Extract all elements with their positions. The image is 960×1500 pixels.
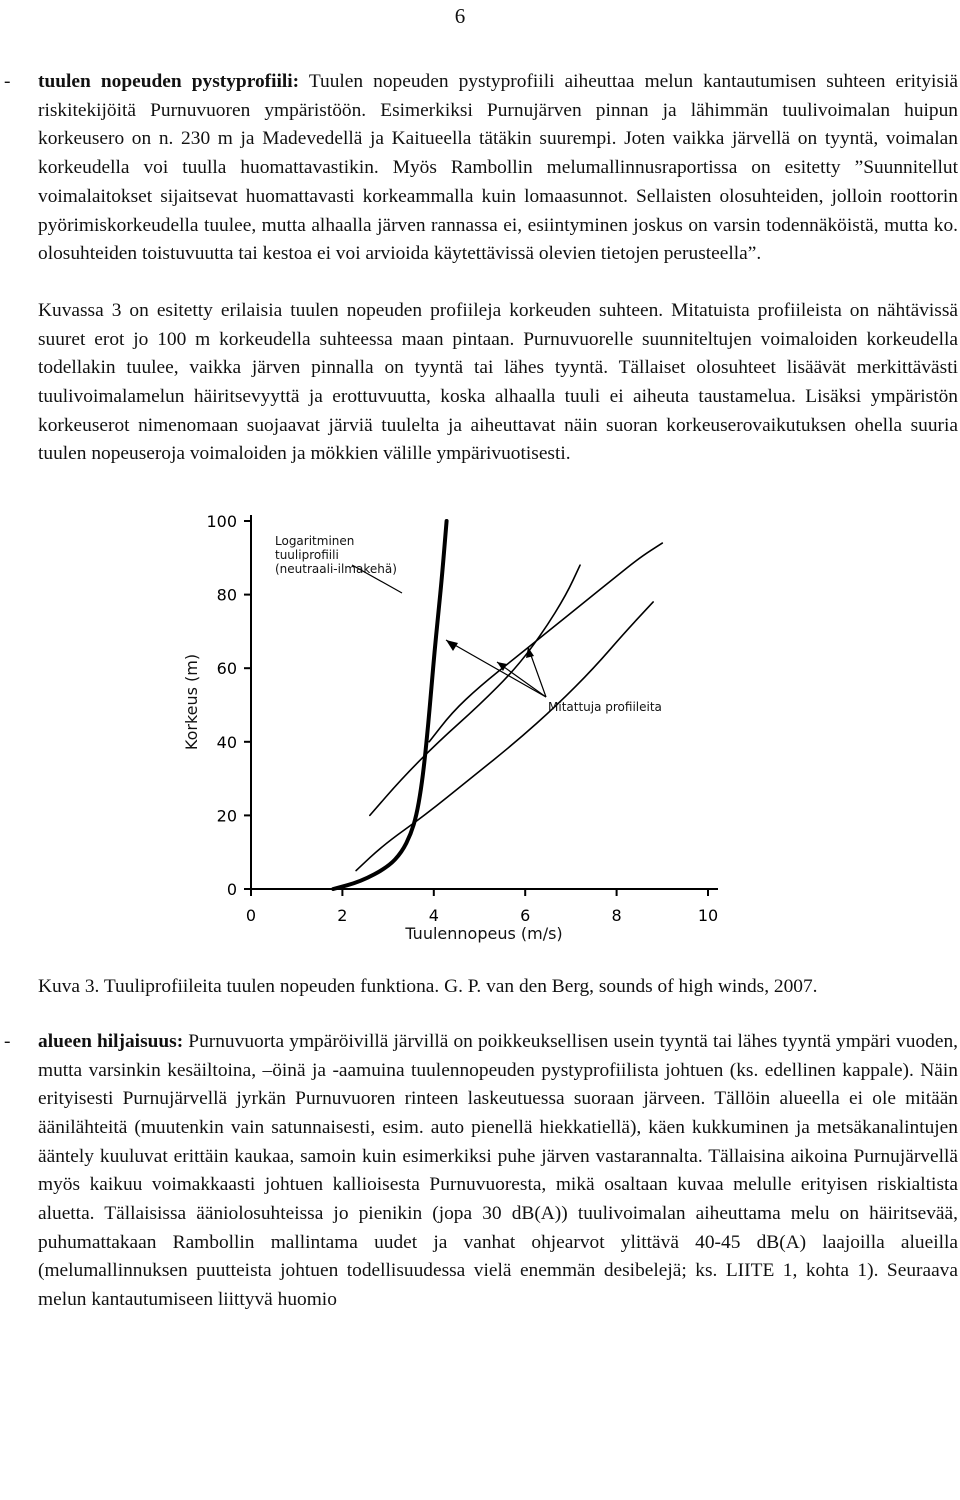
x-tick-label: 8 (611, 906, 622, 926)
bullet-text: Tuulen nopeuden pystyprofiili aiheuttaa melun kantautumisen suhteen erityisiä riskitekijöitä Purnuvuoren ympäristöön. Esimerkiksi Purnujärven pinnan ja lähimmän tuulivoimalan huipun korkeusero on n. 230 m ja Madevedellä ja Kaitueella tätäkin suurempi. Joten vaikka järvellä on tyyntä, voimalan korkeudella voi tuulla huomattavastikin. Myös Rambollin melumallinnusraportissa on esitetty ”Suunnitellut voimalaitokset sijaitsevat huomattavasti korkeammalla kuin lomaasunnot. Sellaisten olosuhteiden, jolloin roottorin pyörimiskorkeudella tuulee, mutta alhaalla järven rannassa ei, esiintyminen joskus on varsin todennäköistä, mutta ko. olosuhteiden toistuvuutta tai kestoa ei voi arvioida käytettävissä olevien tietojen perusteella”. (38, 71, 958, 265)
y-tick-label: 0 (226, 880, 237, 900)
x-tick-label: 2 (337, 906, 348, 926)
arrow-heads (446, 640, 534, 671)
x-tick-label: 6 (520, 906, 531, 926)
bullet-silence (0, 1028, 958, 1315)
annotation-log-line3: (neutraali-ilmakehä) (275, 562, 397, 577)
series-line-logarithmic (333, 521, 446, 889)
page-number: 6 (454, 4, 466, 28)
x-tick-label: 10 (697, 906, 719, 926)
series-line-measured (356, 602, 653, 871)
paragraph-profiles: Kuvassa 3 on esitetty erilaisia tuulen nopeuden profiileja korkeuden suhteen. Mitatuista profiileista on nähtävissä suuret erot jo 100 m korkeudella suhteessa maan pintaan. Purnuvuorelle suunniteltujen voimaloiden korkeudella todellakin tuulee, vaikka järven pinnalla on tyyntä tai lähes tyyntä. Tällaiset olosuhteet lisäävät merkittävästi tuulivoimalamelun häiritsevyyttä ja erottuvuutta, koska alhaalla tuuli ei aiheuta taustamelua. Lisäksi ympäristön korkeuserot nimenomaan suojaavat järviä tuulelta ja aiheuttavat näin suoran korkeuserovaikutuksen ohella suuria tuulen nopeuseroja voimaloiden ja mökkien välille ympärivuotisesti. (38, 299, 958, 465)
y-tick-label: 100 (206, 512, 237, 532)
document-body (0, 68, 958, 1315)
y-tick-label: 80 (216, 585, 237, 605)
bullet-dash: - (4, 1030, 11, 1052)
bullet-wind-profile (0, 68, 958, 269)
x-axis-label: Tuulennopeus (m/s) (405, 924, 563, 944)
bullet-dash: - (4, 71, 11, 92)
figure-caption: Kuva 3. Tuuliprofiileita tuulen nopeuden funktiona. G. P. van den Berg, sounds of high winds, 2007. (38, 976, 818, 998)
wind-profile-chart (0, 497, 958, 973)
y-tick-label: 40 (216, 732, 237, 752)
annotation-log-line1: Logaritminen (275, 534, 355, 549)
bullet-lead: tuulen nopeuden pystyprofiili: (38, 71, 300, 92)
annotation-measured: Mitattuja profiileita (548, 700, 662, 715)
x-tick-label: 4 (428, 906, 439, 926)
y-tick-label: 60 (216, 659, 237, 679)
bullet-text: Purnuvuorta ympäröivillä järvillä on poikkeuksellisen usein tyyntä tai lähes tyyntä ympäri vuoden, mutta varsinkin kesäiltoina, –öinä ja -aamuina tuulennopeuden pystyprofiilista johtuen (ks. edellinen kappale). Näin erityisesti Purnujärvellä jyrkän Purnuvuoren rinteen laskeutuessa suoraan järveen. Tällöin alueella ei ole mitään äänilähteitä (muutenkin vain satunnaisesti, esim. auto pienellä hiekkatiellä), käen kukkuminen ja metsäkanalintujen ääntely kuuluvat erittäin kaukaa, samoin kuin esimerkiksi puhe järven vastarannalta. Tällaisina aikoina Purnujärvellä myös kaikuu voimakkaasti johtuen kallioisesta Purnuvuoresta, mikä osaltaan kuvaa melulle erityisen riskialtista aluetta. Tällaisissa ääniolosuhteissa jo pienikin (jopa 30 dB(A)) tuulivoimalan aiheuttama melu on häiritsevää, puhumattakaan Rambollin mallintama uudet ja vanhat ohjearvot ylittävä 40-45 dB(A) laajoilla alueilla (melumallinnuksen puutteista johtuen todellisuudessa vielä enemmän desibelejä; ks. LIITE 1, kohta 1). Seuraava melun kantautumiseen liittyvä huomio (38, 1030, 958, 1311)
y-axis-label: Korkeus (m) (182, 654, 201, 751)
bullet-lead: alueen hiljaisuus: (38, 1030, 184, 1052)
x-tick-label: 0 (245, 906, 257, 926)
annotation-log-line2: tuuliprofiili (275, 548, 339, 563)
y-tick-label: 20 (216, 806, 237, 826)
figure-wind-profiles (0, 497, 958, 973)
